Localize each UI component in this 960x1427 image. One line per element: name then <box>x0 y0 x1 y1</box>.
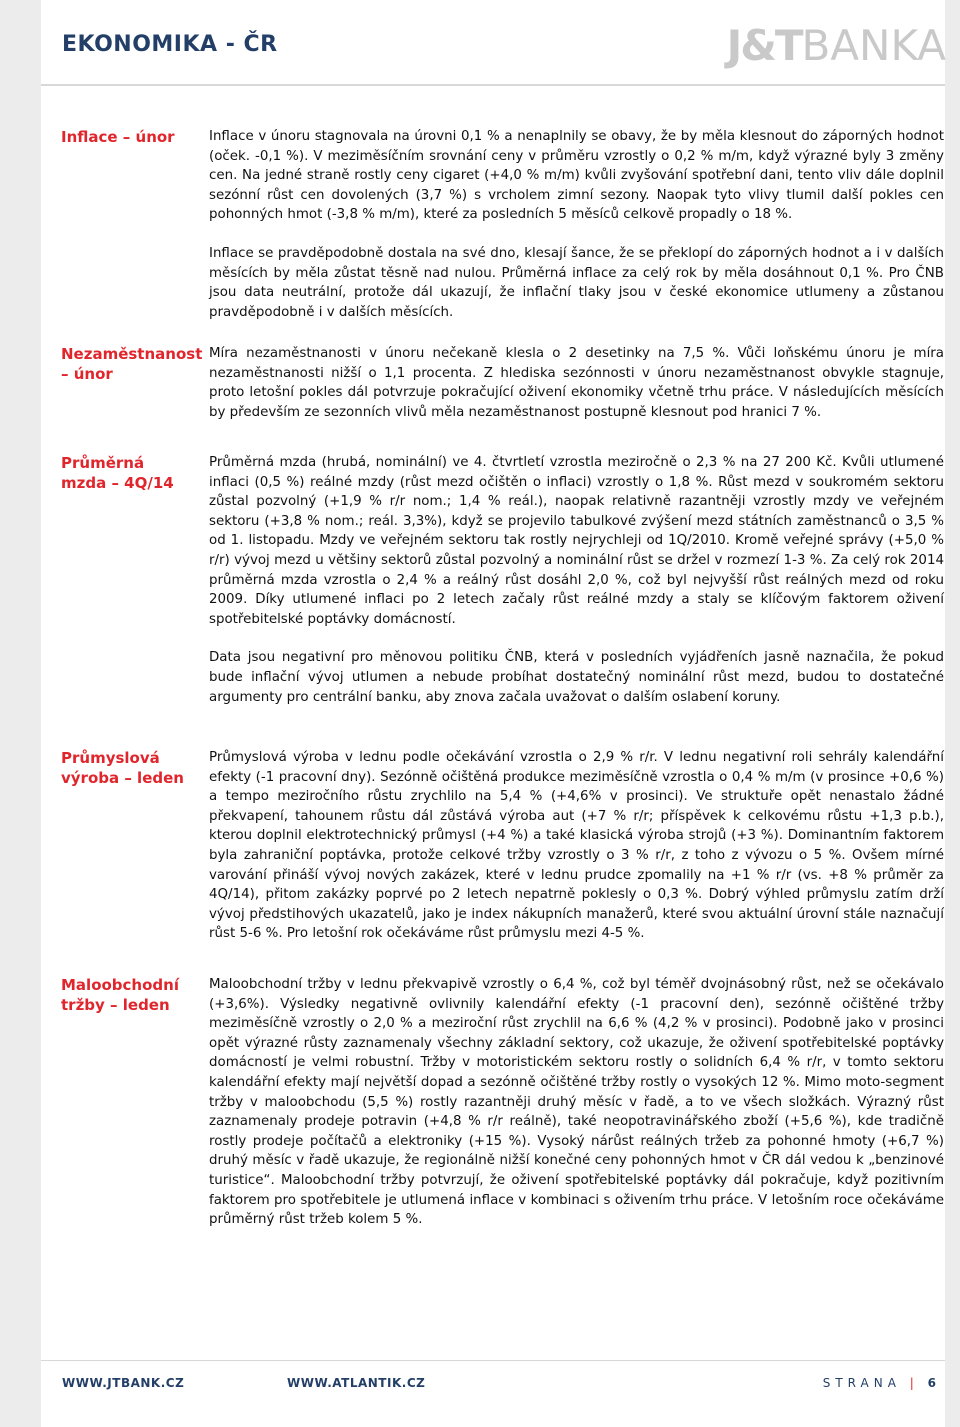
paragraph: Data jsou negativní pro měnovou politiku ČNB, která v posledních vyjádřeních jasně naznačila, že pokud bude inflační vývoj utlumen a nebude probíhat dostatečný nominální růst mezd, budou to dostatečné argumenty pro centrální banku, aby znova začala uvažovat o dalším oslabení koruny. <box>209 650 944 705</box>
section-body-nezamestnanost <box>209 344 944 422</box>
page-number-indicator <box>823 1376 936 1390</box>
paragraph: Míra nezaměstnanosti v únoru nečekaně klesla o 2 desetinky na 7,5 %. Vůči loňskému únoru je míra nezaměstnanosti nižší o 1,1 procenta. Z hlediska sezónnosti v únoru nezaměstnanost obvykle stagnuje, proto letošní pokles dál potvrzuje pokračující oživení ekonomiky včetně trhu práce. V následujících měsících by především ze sezonních vlivů měla nezaměstnanost postupně klesnout pod hranici 7 %. <box>209 346 944 420</box>
page-number: 6 <box>927 1376 936 1390</box>
paragraph: Průmyslová výroba v lednu podle očekávání vzrostla o 2,9 % r/r. V lednu negativní roli sehrály kalendářní efekty (-1 pracovní dny). Sezónně očištěná produkce meziměsíčně vzrostla o 0,4 % m/m (v prosince +0,6 %) a tempo meziročního růstu zrychlilo na 5,4 % (+4,6% v prosinci). Ve struktuře opět nenastalo žádné překvapení, tahounem růstu dál zůstává výroba aut (+7 % r/r; příspěvek k celkovému růstu +1,3 p.b.), kterou doplnil elektrotechnický průmysl (+4 %) a také klasická výroba strojů (+3 %). Dominantním faktorem byla zahraniční poptávka, protože celkové tržby vzrostly o 3 % r/r, z toho z vývozu o 5 %. Ovšem mírné varování přináší vývoj nových zakázek, které v lednu prudce zpomalily na +1 % r/r (vs. +8 % průměr za 4Q/14), přitom zakázky poprvé po 2 letech nepatrně poklesly o 0,3 %. Dobrý výhled průmyslu zatím drží vývoj předstihových ukazatelů, jako je index nákupních manažerů, které svou aktuální úrovní stále naznačují růst 5-6 %. Pro letošní rok očekáváme růst průmyslu mezi 4-5 %. <box>209 750 944 942</box>
logo-mark: J&T <box>726 21 802 70</box>
footer-divider <box>41 1360 945 1361</box>
paragraph: Inflace se pravděpodobně dostala na své dno, klesají šance, že se překlopí do záporných hodnot a i v dalších měsících by měla zůstat těsně nad nulou. Průměrná inflace za celý rok by měla dosáhnout 0,1 %. Pro ČNB jsou data neutrální, protože dál ukazují, že inflační tlaky jsou v české ekonomice utlumeny a zůstanou pravděpodobně i v dalších měsících. <box>209 245 944 320</box>
left-margin-band <box>0 0 41 1427</box>
paragraph: Maloobchodní tržby v lednu překvapivě vzrostly o 6,4 %, což byl téměř dvojnásobný růst, než se očekávalo (+3,6%). Výsledky negativně ovlivnily kalendářní efekty (-1 pracovní den), sezónně očištěné tržby meziměsíčně vzrostly o 2,0 % a meziroční růst zrychlil na 6,6 % (4,2 % v prosinci). Podobně jako v prosinci opět výrazné růsty zaznamenaly všechny základní sektory, což ukazuje, že oživení spotřebitelské poptávky domácností je velmi robustní. Tržby v motoristickém sektoru rostly o solidních 6,4 % r/r, v tomto sektoru kalendářní efekty mají největší dopad a sezónně očištěné tržby rostly o vysokých 12 %. Mimo moto-segment tržby v maloobchodu (5,5 %) rostly razantněji druhý měsíc v řadě, a to ve všech složkách. Výrazný růst zaznamenaly prodeje potravin (+4,8 % r/r reálně), také neopotravinářského zboží (+5,6 %), kde tradičně rostly prodeje počítačů a elektroniky (+15 %). Vysoký nárůst reálných tržeb za pohonné hmoty (+6,7 %) druhý měsíc v řadě ukazuje, že regionálně nižší konečné ceny pohonných hmot v ČR dál vedou k „benzinové turistice“. Maloobchodní tržby potvrzují, že oživení spotřebitelské poptávky dál pokračuje, když pozitivním faktorem pro spotřebitele je utlumená inflace v kombinaci s oživením trhu práce. V letošním roce očekáváme průměrný růst tržeb kolem 5 %. <box>209 977 944 1228</box>
section-label-nezamestnanost: Nezaměstnanost – únor <box>61 345 203 383</box>
section-body-prumyslova-vyroba <box>209 748 944 944</box>
jt-banka-logo <box>727 22 946 70</box>
section-body-inflace <box>209 127 944 322</box>
section-label-maloobchodni-trzby: Maloobchodní tržby – leden <box>61 976 179 1014</box>
paragraph: Průměrná mzda (hrubá, nominální) ve 4. čtvrtletí vzrostla meziročně o 2,3 % na 27 200 Kč. Kvůli utlumené inflaci (0,5 %) reálné mzdy (růst mezd očištěn o inflaci) vzrostly o 1,8 %. Růst mezd v soukromém sektoru zůstal pozvolný (+1,9 % r/r nom.; 1,4 % reál.), naopak relativně razantněji vzrostly mzdy ve veřejném sektoru (+3,8 % nom.; reál. 3,3%), když se projevilo tabulkové zvýšení mezd státních zaměstnanců o 3,5 % od 1. listopadu. Mzdy ve veřejném sektoru tak rostly nejrychleji od 1Q/2010. Kromě veřejné správy (+5,0 % r/r) vývoj mezd u většiny sektorů zůstal pozvolný a nominální růst se držel v rozmezí 1-3 %. Za celý rok 2014 průměrná mzda vzrostla o 2,4 % a reálný růst dosáhl 2,0 %, což byl nejvyšší růst reálných mezd od roku 2009. Díky utlumené inflaci po 2 letech začaly růst reálné mzdy a staly se klíčovým faktorem oživení spotřebitelské poptávky domácností. <box>209 455 944 627</box>
logo-wordmark: BANKA <box>801 21 946 70</box>
paragraph: Inflace v únoru stagnovala na úrovni 0,1 % a nenaplnily se obavy, že by měla klesnout do záporných hodnot (oček. -0,1 %). V meziměsíčním srovnání ceny v průměru vzrostly o 0,2 % m/m, když výrazné byly 3 změny cen. Na jedné straně rostly ceny cigaret (+4,0 % m/m) kvůli zvyšování spotřební dani, tento vliv dále doplnil sezónní růst cen dovolených (3,7 %) s vrcholem zimní sezony. Naopak tyto vlivy tlumil další pokles cen pohonných hmot (-3,8 % m/m), které za posledních 5 měsíců celkově propadly o 18 %. <box>209 129 944 223</box>
right-margin-band <box>945 0 960 1427</box>
section-body-maloobchodni-trzby <box>209 975 944 1230</box>
footer-link-jtbank[interactable]: WWW.JTBANK.CZ <box>62 1376 185 1390</box>
page-separator: | <box>909 1376 919 1390</box>
section-body-prumerna-mzda <box>209 453 944 707</box>
section-label-prumyslova-vyroba: Průmyslová výroba – leden <box>61 749 184 787</box>
page-label: STRANA <box>822 1376 901 1390</box>
section-label-prumerna-mzda: Průměrná mzda – 4Q/14 <box>61 454 174 492</box>
footer-link-atlantik[interactable]: WWW.ATLANTIK.CZ <box>287 1376 426 1390</box>
header-divider <box>41 84 945 86</box>
section-label-inflace: Inflace – únor <box>61 128 175 146</box>
page-title: EKONOMIKA - ČR <box>62 32 278 57</box>
